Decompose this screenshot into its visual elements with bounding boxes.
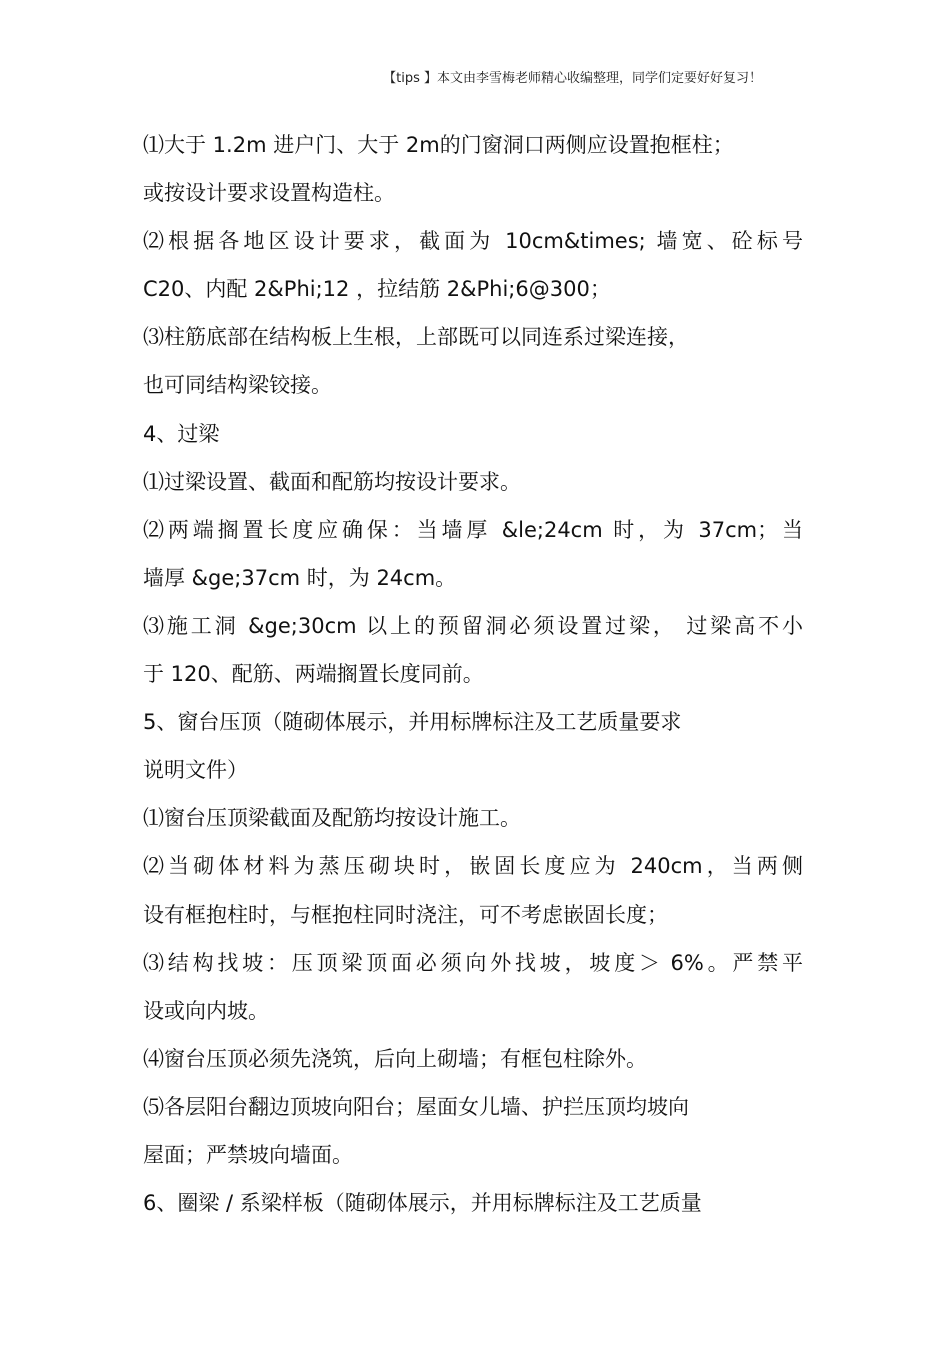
text-line: 屋面；严禁坡向墙面。 <box>143 1142 353 1167</box>
text-line: 墙厚 &ge;37cm 时，为 24cm。 <box>143 565 457 590</box>
text-line: ⑴大于 1.2m 进户门、大于 2m的门窗洞口两侧应设置抱框柱； <box>143 133 734 157</box>
text-line: C20、内配 2&Phi;12 ，拉结筋 2&Phi;6@300； <box>143 277 611 302</box>
text-line: ⑵根据各地区设计要求，截面为 10cm&times; 墙宽、砼标号 <box>143 229 803 254</box>
text-line: 说明文件） <box>143 758 248 783</box>
text-line: 于 120、配筋、两端搁置长度同前。 <box>143 662 484 687</box>
text-line: ⑶施工洞 &ge;30cm 以上的预留洞必须设置过梁， 过梁高不小 <box>143 613 803 638</box>
text-line: ⑶结构找坡：压顶梁顶面必须向外找坡，坡度＞ 6%。严禁平 <box>143 950 803 975</box>
text-line: 设或向内坡。 <box>143 998 269 1023</box>
text-line: ⑵两端搁置长度应确保：当墙厚 &le;24cm 时，为 37cm；当 <box>143 517 803 542</box>
header-tip: 【tips 】本文由李雪梅老师精心收编整理，同学们定要好好复习！ <box>383 71 762 86</box>
text-line: ⑸各层阳台翻边顶坡向阳台；屋面女儿墙、护拦压顶均坡向 <box>143 1094 689 1119</box>
text-line: ⑶柱筋底部在结构板上生根，上部既可以同连系过梁连接， <box>143 325 689 350</box>
section-heading: 5、窗台压顶（随砌体展示，并用标牌标注及工艺质量要求 <box>143 710 682 735</box>
text-line: 也可同结构梁铰接。 <box>143 373 332 398</box>
text-line: ⑵当砌体材料为蒸压砌块时，嵌固长度应为 240cm，当两侧 <box>143 854 803 879</box>
text-line: ⑴窗台压顶梁截面及配筋均按设计施工。 <box>143 806 521 831</box>
text-line: ⑴过梁设置、截面和配筋均按设计要求。 <box>143 469 521 494</box>
document-body <box>143 128 803 1234</box>
text-line: 或按设计要求设置构造柱。 <box>143 181 395 206</box>
section-heading: 4、过梁 <box>143 421 220 446</box>
section-heading: 6、圈梁 / 系梁样板（随砌体展示，并用标牌标注及工艺质量 <box>143 1191 702 1216</box>
text-line: ⑷窗台压顶必须先浇筑，后向上砌墙；有框包柱除外。 <box>143 1046 647 1071</box>
text-line: 设有框抱柱时，与框抱柱同时浇注，可不考虑嵌固长度； <box>143 902 668 927</box>
